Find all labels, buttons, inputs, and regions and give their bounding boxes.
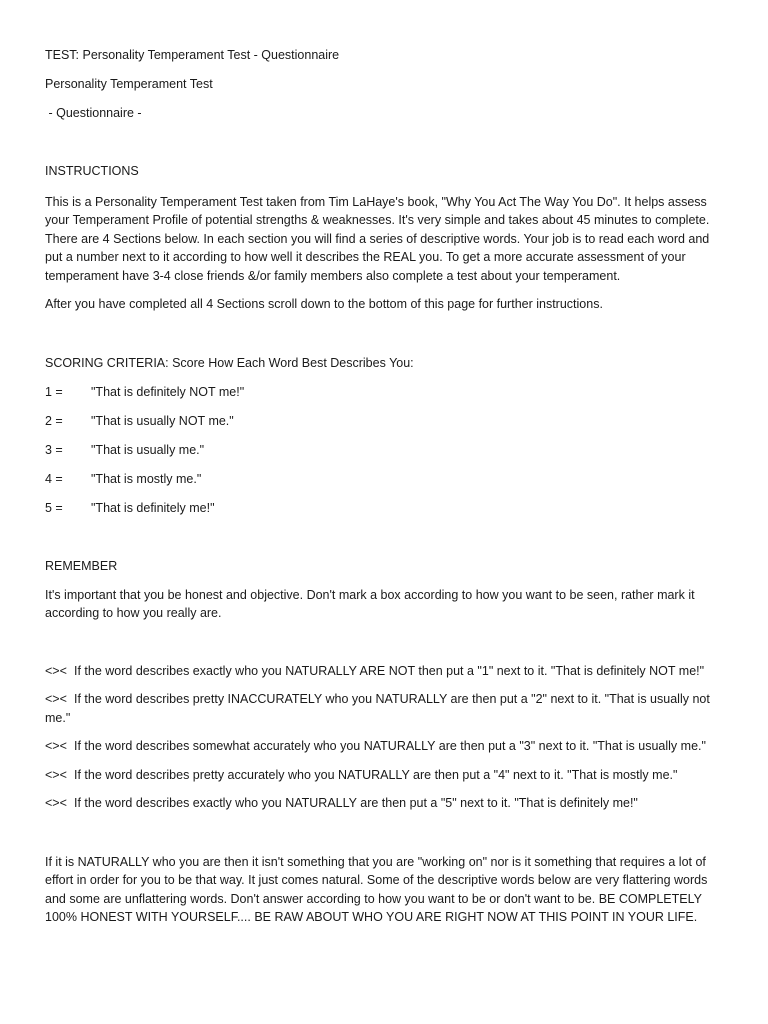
guideline-text: If the word describes somewhat accurately who you NATURALLY are then put a "3" next to it. "That is usually me." — [74, 739, 706, 753]
bullet-glyph: <>< — [45, 663, 67, 678]
score-description: "That is usually me." — [91, 442, 205, 457]
bullet-glyph: <>< — [45, 796, 67, 810]
guideline-text: If the word describes pretty accurately who you NATURALLY are then put a "4" next to it. "That is mostly me." — [74, 767, 678, 782]
instructions-heading: INSTRUCTIONS — [45, 164, 139, 178]
score-item — [45, 441, 725, 460]
score-item — [45, 470, 725, 489]
guideline-item — [45, 766, 725, 785]
bullet-glyph: <>< — [45, 692, 67, 706]
score-description: "That is mostly me." — [91, 471, 202, 486]
closing-paragraph: If it is NATURALLY who you are then it isn't something that you are "working on" nor is it something that requires a lot of effort in order for you to be that way. It just comes natural. Some of the descriptive words below are very flattering words and some are unflattering words. Don't answer according to how you want to be or don't want to be. BE COMPLETELY 100% HONEST WITH YOURSELF.... BE RAW ABOUT WHO YOU ARE RIGHT NOW AT THIS POINT IN YOUR LIFE. — [45, 854, 708, 924]
score-item — [45, 383, 725, 402]
remember-heading: REMEMBER — [45, 558, 118, 573]
score-description: "That is definitely me!" — [91, 500, 215, 515]
bullet-glyph: <>< — [45, 767, 67, 782]
guideline-item — [45, 737, 725, 756]
score-description: "That is usually NOT me." — [91, 413, 234, 428]
guideline-text: If the word describes pretty INACCURATELY who you NATURALLY are then put a "2" next to it. "That is usually not me." — [45, 692, 710, 725]
score-description: "That is definitely NOT me!" — [91, 384, 245, 399]
guideline-text: If the word describes exactly who you NATURALLY are then put a "5" next to it. "That is definitely me!" — [74, 796, 638, 810]
score-item — [45, 499, 725, 518]
test-title: TEST: Personality Temperament Test - Questionnaire — [45, 48, 340, 62]
score-number: 4 = — [45, 471, 63, 486]
document-subtitle: - Questionnaire - — [45, 106, 142, 120]
guideline-item — [45, 690, 725, 727]
document-title: Personality Temperament Test — [45, 77, 213, 91]
score-number: 3 = — [45, 442, 63, 457]
score-number: 1 = — [45, 384, 63, 399]
instructions-body: This is a Personality Temperament Test taken from Tim LaHaye's book, "Why You Act The Way You Do". It helps assess your Temperament Profile of potential strengths & weaknesses. It's very simple and takes about 45 minutes to complete. There are 4 Sections below. In each section you will find a series of descriptive words. Your job is to read each word and put a number next to it according to how well it describes the REAL you. To get a more accurate assessment of your temperament have 3-4 close friends &/or family members also complete a test about your temperament. — [45, 194, 710, 283]
document-page — [45, 46, 725, 927]
guideline-text: If the word describes exactly who you NATURALLY ARE NOT then put a "1" next to it. "That is definitely NOT me!" — [74, 663, 705, 678]
remember-body: It's important that you be honest and objective. Don't mark a box according to how you want to be seen, rather mark it according to how you really are. — [45, 587, 695, 620]
guideline-item — [45, 794, 725, 813]
bullet-glyph: <>< — [45, 739, 67, 753]
score-number: 5 = — [45, 500, 63, 515]
score-number: 2 = — [45, 413, 63, 428]
score-item — [45, 412, 725, 431]
scoring-heading: SCORING CRITERIA: Score How Each Word Best Describes You: — [45, 355, 414, 370]
guideline-item — [45, 662, 725, 681]
after-sections-note: After you have completed all 4 Sections scroll down to the bottom of this page for further instructions. — [45, 297, 603, 311]
